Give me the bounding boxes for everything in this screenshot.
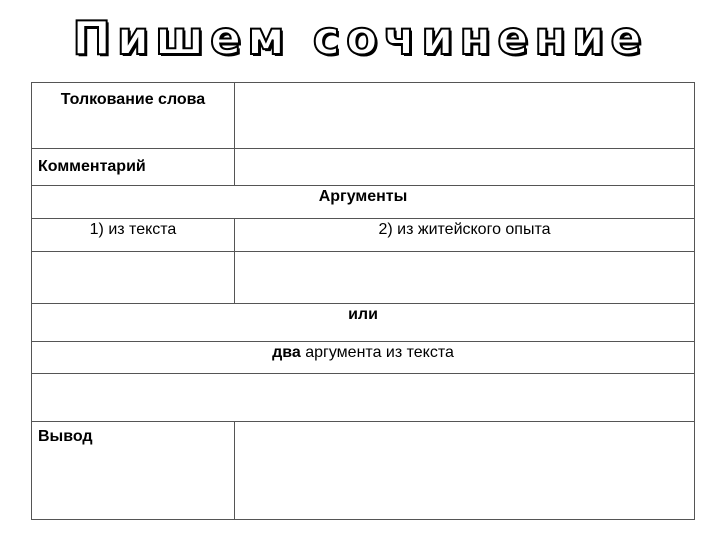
table-row xyxy=(32,149,695,186)
interpretation-cell[interactable] xyxy=(235,83,695,149)
two-arguments-rest: аргумента из текста xyxy=(300,344,454,361)
arguments-heading: Аргументы xyxy=(32,186,695,219)
page-title: Пишем сочинение xyxy=(72,11,648,65)
table-row xyxy=(32,374,695,422)
argument-from-experience-label: 2) из житейского опыта xyxy=(235,219,695,252)
table-row xyxy=(32,186,695,219)
argument-from-experience-cell[interactable] xyxy=(235,252,695,304)
commentary-cell[interactable] xyxy=(235,149,695,186)
table-row xyxy=(32,83,695,149)
table-row xyxy=(32,219,695,252)
or-label: или xyxy=(32,304,695,342)
argument-from-text-cell[interactable] xyxy=(32,252,235,304)
two-arguments-label xyxy=(32,342,695,374)
two-arguments-bold: два xyxy=(272,344,301,361)
table-row xyxy=(32,304,695,342)
table-row xyxy=(32,422,695,520)
conclusion-cell[interactable] xyxy=(235,422,695,520)
argument-from-text-label: 1) из текста xyxy=(32,219,235,252)
table-row xyxy=(32,252,695,304)
essay-plan-table xyxy=(31,82,695,520)
table-row xyxy=(32,342,695,374)
two-arguments-cell[interactable] xyxy=(32,374,695,422)
commentary-label: Комментарий xyxy=(32,149,235,186)
conclusion-label: Вывод xyxy=(32,422,235,520)
interpretation-label: Толкование слова xyxy=(32,83,235,149)
